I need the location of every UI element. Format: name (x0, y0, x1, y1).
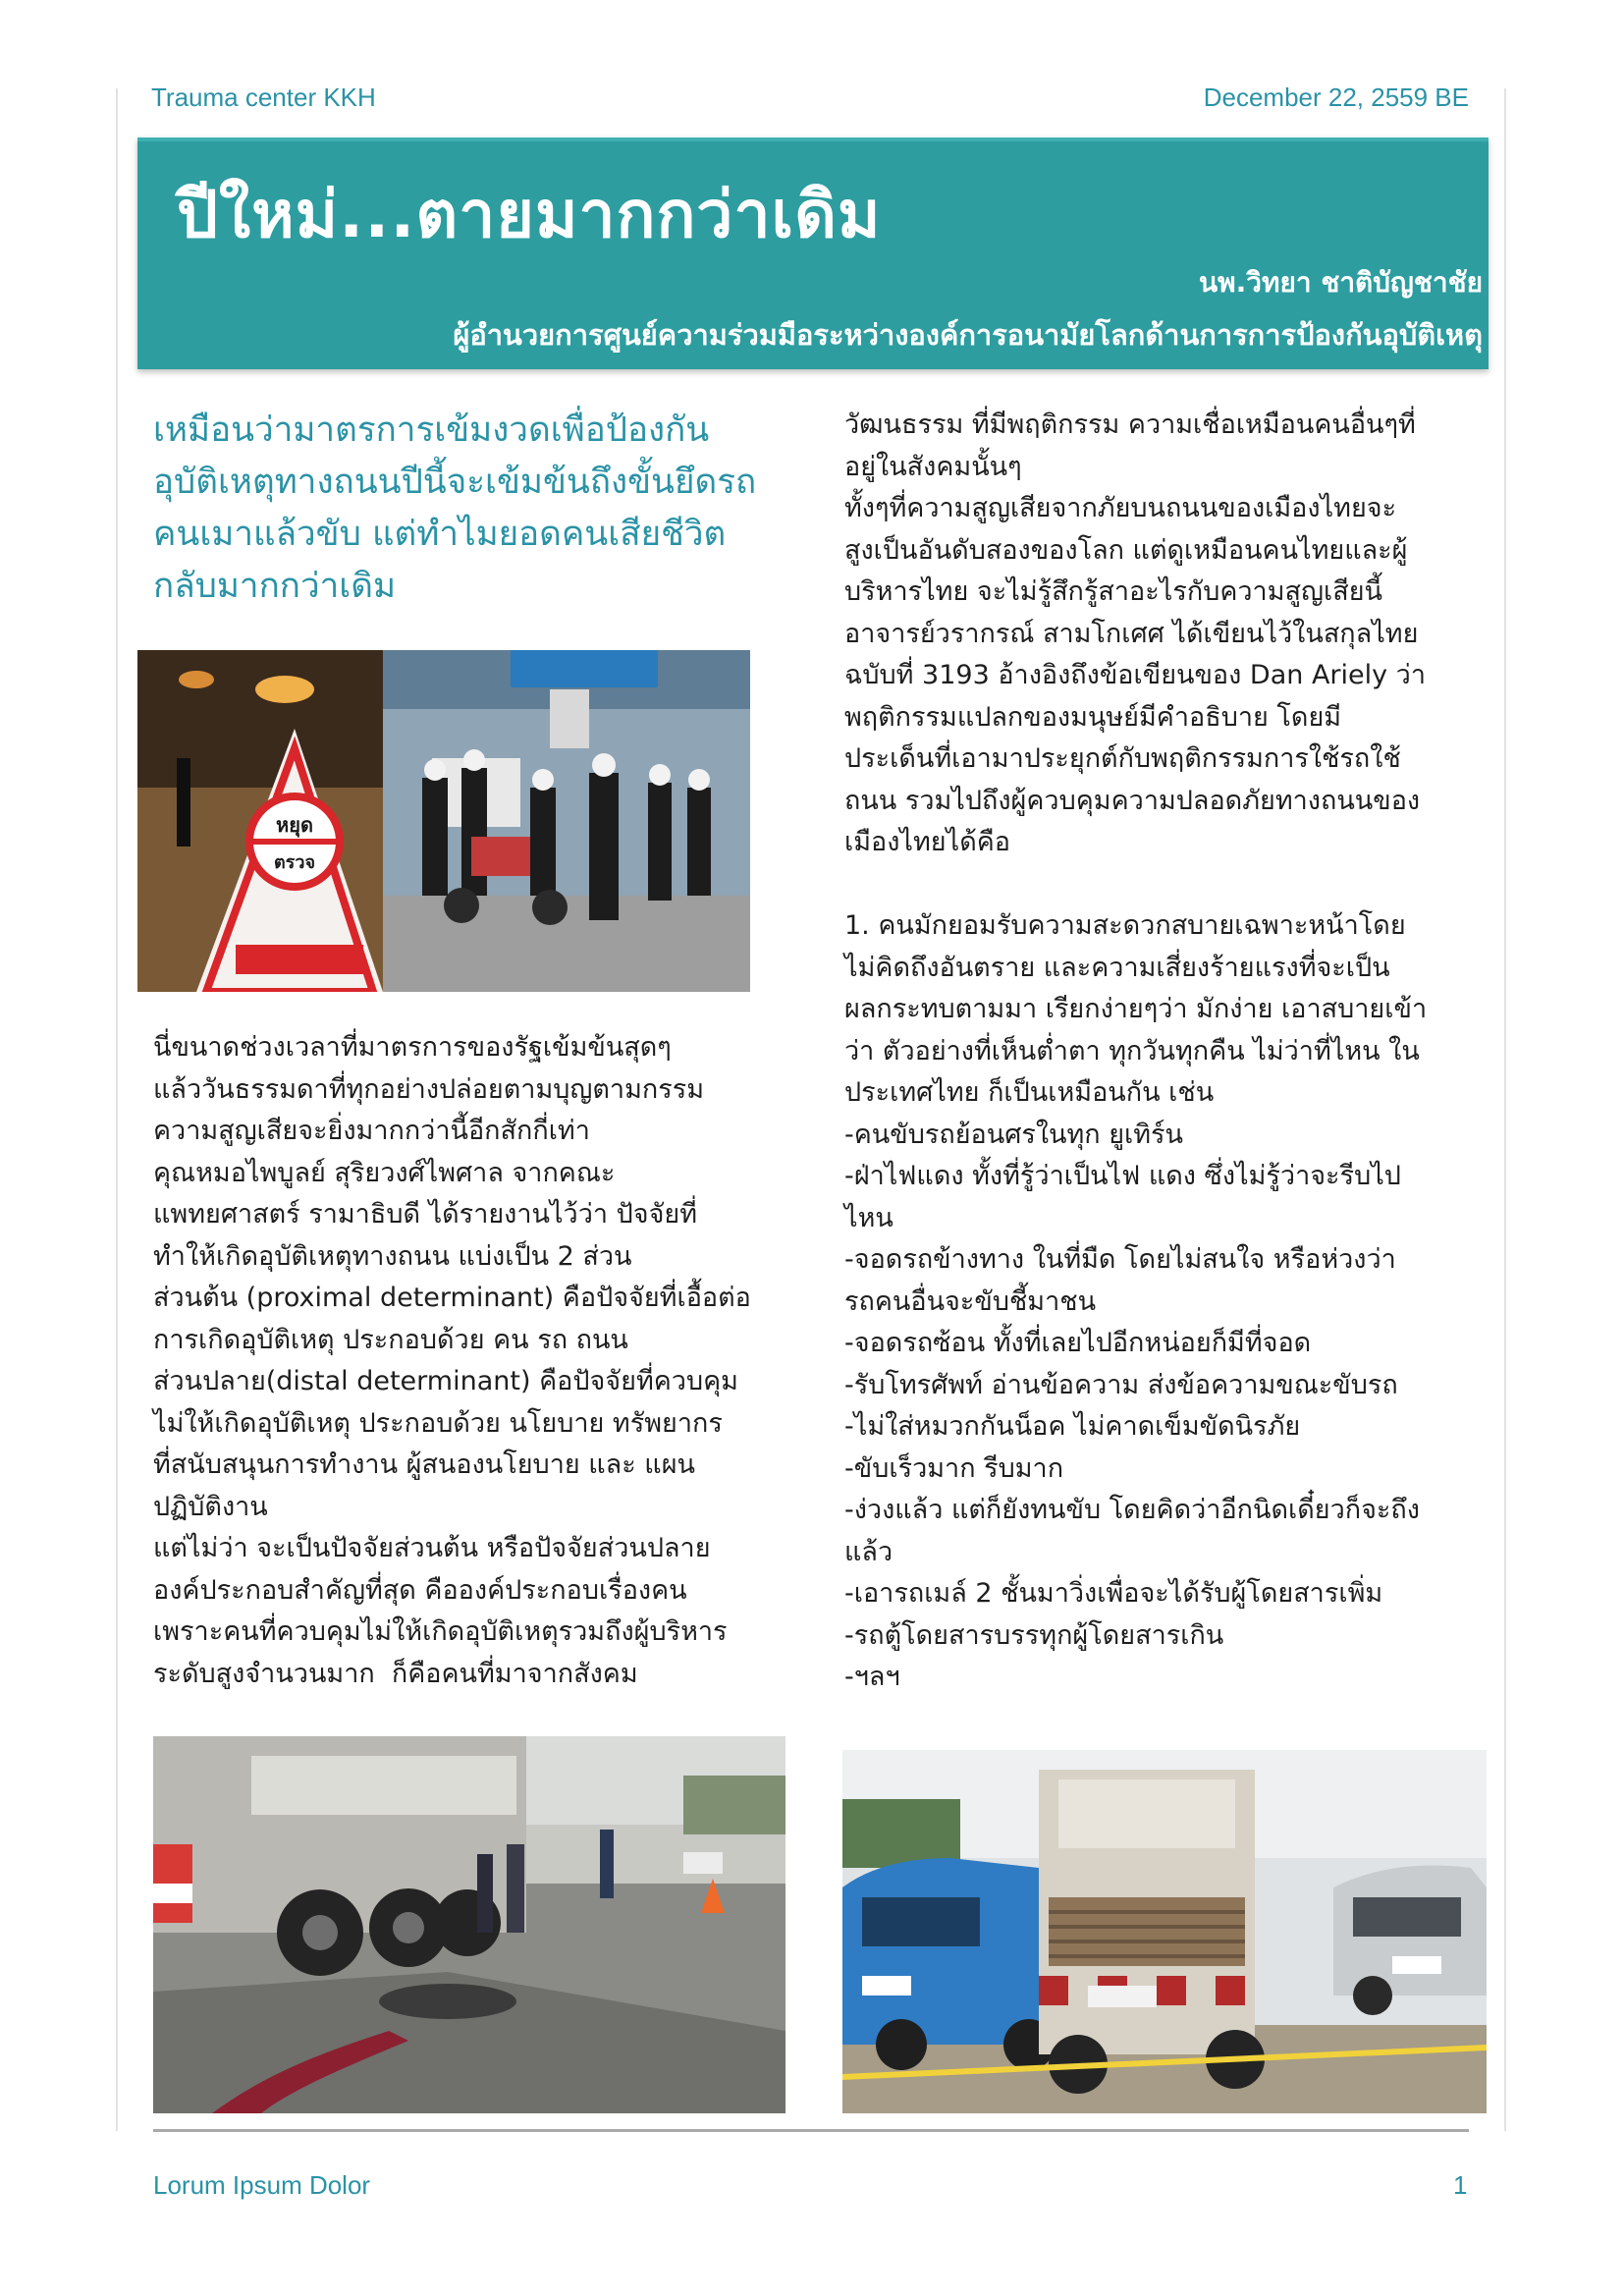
author-affiliation: ผู้อำนวยการศูนย์ความร่วมมือระหว่างองค์การอนามัยโลกด้านการการป้องกันอุบัติเหตุ (453, 318, 1483, 352)
left-column-text: นี่ขนาดช่วงเวลาที่มาตรการของรัฐเข้มข้นสุดๆ แล้ววันธรรมดาที่ทุกอย่างปล่อยตามบุญตามกรรม ความสูญเสียจะยิ่งมากกว่านี้อีกสักกี่เท่า คุณหมอไพบูลย์ สุริยวงศ์ไพศาล จากคณะ แพทยศาสตร์ รามาธิบดี ได้รายงานไว้ว่า ปัจจัยที่ ทำให้เกิดอุบัติเหตุทางถนน แบ่งเป็น 2 ส่วน ส่วนต้น (proximal determinant) คือปัจจัยที่เอื้อต่อ การเกิดอุบัติเหตุ ประกอบด้วย คน รถ ถนน ส่วนปลาย(distal determinant) คือปัจจัยที่ควบคุม ไม่ให้เกิดอุบัติเหตุ ประกอบด้วย นโยบาย ทรัพยากร ที่สนับสนุนการทำงาน ผู้สนองนโยบาย และ แผน ปฏิบัติงาน แต่ไม่ว่า จะเป็นปัจจัยส่วนต้น หรือปัจจัยส่วนปลาย องค์ประกอบสำคัญที่สุด คือองค์ประกอบเรื่องคน เพราะคนที่ควบคุมไม่ให้เกิดอุบัติเหตุรวมถึงผู้บริหาร ระดับสูงจำนวนมาก ก็คือคนที่มาจากสังคม (153, 1032, 751, 1689)
footer-text: Lorum Ipsum Dolor (153, 2170, 371, 2200)
article-title: ปีใหม่...ตายมากกว่าเดิม (177, 177, 882, 252)
header-organization: Trauma center KKH (151, 82, 376, 112)
checkpoint-sign-text-stop: หยุด (276, 813, 313, 837)
author-name: นพ.วิทยา ชาติบัญชาชัย (1199, 266, 1483, 299)
header-date: December 22, 2559 BE (1203, 82, 1469, 112)
multi-car-crash-photo (842, 1750, 1487, 2113)
page-margin-right (1504, 88, 1506, 2131)
footer-divider (153, 2129, 1469, 2132)
truck-crash-photo (153, 1736, 785, 2113)
page-margin-left (116, 88, 118, 2131)
checkpoint-photo (137, 650, 750, 992)
page-number: 1 (1453, 2170, 1468, 2200)
title-banner (137, 137, 1489, 369)
lead-paragraph: เหมือนว่ามาตรการเข้มงวดเพื่อป้องกันอุบัติเหตุทางถนนปีนี้จะเข้มข้นถึงขั้นยึดรถคนเมาแล้วขับ แต่ทำไมยอดคนเสียชีวิตกลับมากกว่าเดิม (153, 410, 757, 606)
right-column-text: วัฒนธรรม ที่มีพฤติกรรม ความเชื่อเหมือนคนอื่นๆที่ อยู่ในสังคมนั้นๆ ทั้งๆที่ความสูญเสียจากภัยบนถนนของเมืองไทยจะ สูงเป็นอันดับสองของโลก แต่ดูเหมือนคนไทยและผู้ บริหารไทย จะไม่รู้สึกรู้สาอะไรกับความสูญเสียนี้ อาจารย์วรากรณ์ สามโกเศศ ได้เขียนไว้ในสกุลไทย ฉบับที่ 3193 อ้างอิงถึงข้อเขียนของ Dan Ariely ว่า พฤติกรรมแปลกของมนุษย์มีคำอธิบาย โดยมี ประเด็นที่เอามาประยุกต์กับพฤติกรรมการใช้รถใช้ ถนน รวมไปถึงผู้ควบคุมความปลอดภัยทางถนนของ เมืองไทยได้คือ 1. คนมักยอมรับความสะดวกสบายเฉพาะหน้าโดย ไม่คิดถึงอันตราย และความเสี่ยงร้ายแรงที่จะเป็น ผลกระทบตามมา เรียกง่ายๆว่า มักง่าย เอาสบายเข้า ว่า ตัวอย่างที่เห็นต่ำตา ทุกวันทุกคืน ไม่ว่าที่ไหน ใน ประเทศไทย ก็เป็นเหมือนกัน เช่น -คนขับรถย้อนศรในทุก ยูเทิร์น -ฝ่าไฟแดง ทั้งที่รู้ว่าเป็นไฟ แดง ซึ่งไม่รู้ว่าจะรีบไป ไหน -จอดรถข้างทาง ในที่มืด โดยไม่สนใจ หรือห่วงว่า รถคนอื่นจะขับชี้มาชน -จอดรถซ้อน ทั้งที่เลยไปอีกหน่อยก็มีที่จอด -รับโทรศัพท์ อ่านข้อความ ส่งข้อความขณะขับรถ -ไม่ใส่หมวกกันน็อค ไม่คาดเข็มขัดนิรภัย -ขับเร็วมาก รีบมาก -ง่วงแล้ว แต่ก็ยังทนขับ โดยคิดว่าอีกนิดเดี๋ยวก็จะถึง แล้ว -เอารถเมล์ 2 ชั้นมาวิ่งเพื่อจะได้รับผู้โดยสารเพิ่ม -รถตู้โดยสารบรรทุกผู้โดยสารเกิน -ฯลฯ (844, 410, 1428, 1692)
checkpoint-sign-text-check: ตรวจ (273, 852, 316, 873)
